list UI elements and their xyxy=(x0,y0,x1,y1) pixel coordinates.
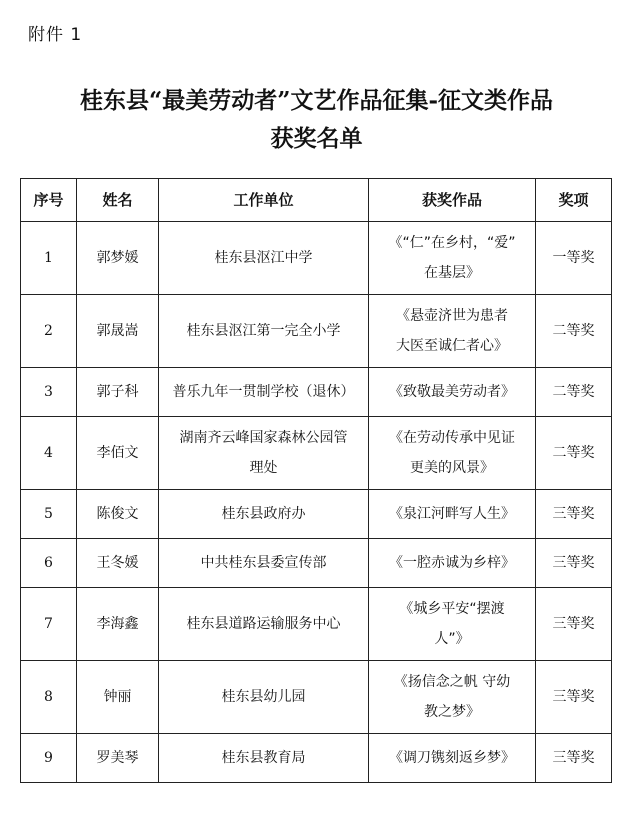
cell-award: 二等奖 xyxy=(536,417,612,490)
cell-work xyxy=(369,417,536,490)
cell-award: 一等奖 xyxy=(536,222,612,295)
cell-name: 李海鑫 xyxy=(77,588,159,661)
cell-award: 二等奖 xyxy=(536,368,612,417)
work-line-1: 《扬信念之帆 守幼 xyxy=(393,674,511,690)
cell-award: 三等奖 xyxy=(536,661,612,734)
cell-work xyxy=(369,588,536,661)
table-row xyxy=(21,222,612,295)
header-name: 姓名 xyxy=(77,179,159,222)
cell-work: 《调刀镌刻返乡梦》 xyxy=(369,734,536,783)
unit-line-1: 湖南齐云峰国家森林公园管 xyxy=(179,430,348,446)
cell-award: 三等奖 xyxy=(536,588,612,661)
cell-work: 《一腔赤诚为乡梓》 xyxy=(369,539,536,588)
work-line-2: 教之梦》 xyxy=(424,704,480,720)
work-line-1: 《悬壶济世为患者 xyxy=(396,308,508,324)
cell-award: 二等奖 xyxy=(536,295,612,368)
table-row xyxy=(21,417,612,490)
cell-work xyxy=(369,222,536,295)
table-row xyxy=(21,368,612,417)
header-unit: 工作单位 xyxy=(159,179,369,222)
award-table xyxy=(20,178,612,783)
header-no: 序号 xyxy=(21,179,77,222)
cell-no: 8 xyxy=(21,661,77,734)
cell-no: 1 xyxy=(21,222,77,295)
table-row xyxy=(21,734,612,783)
cell-no: 3 xyxy=(21,368,77,417)
cell-name: 李佰文 xyxy=(77,417,159,490)
cell-award: 三等奖 xyxy=(536,490,612,539)
cell-name: 王冬媛 xyxy=(77,539,159,588)
cell-unit: 桂东县沤江中学 xyxy=(159,222,369,295)
cell-unit: 普乐九年一贯制学校（退休） xyxy=(159,368,369,417)
cell-unit: 桂东县沤江第一完全小学 xyxy=(159,295,369,368)
cell-name: 钟丽 xyxy=(77,661,159,734)
cell-name: 郭晟嵩 xyxy=(77,295,159,368)
cell-name: 罗美琴 xyxy=(77,734,159,783)
table-row xyxy=(21,661,612,734)
cell-unit: 桂东县道路运输服务中心 xyxy=(159,588,369,661)
cell-no: 2 xyxy=(21,295,77,368)
cell-no: 4 xyxy=(21,417,77,490)
work-line-2: 在基层》 xyxy=(424,265,480,281)
table-row xyxy=(21,295,612,368)
cell-unit xyxy=(159,417,369,490)
cell-no: 5 xyxy=(21,490,77,539)
cell-work: 《致敬最美劳动者》 xyxy=(369,368,536,417)
title-line-2: 获奖名单 xyxy=(270,125,363,152)
cell-name: 陈俊文 xyxy=(77,490,159,539)
header-work: 获奖作品 xyxy=(369,179,536,222)
cell-work xyxy=(369,661,536,734)
work-line-2: 大医至诚仁者心》 xyxy=(396,338,508,354)
cell-unit: 桂东县幼儿园 xyxy=(159,661,369,734)
cell-award: 三等奖 xyxy=(536,539,612,588)
table-row xyxy=(21,490,612,539)
cell-work xyxy=(369,295,536,368)
work-line-1: 《城乡平安“摆渡 xyxy=(399,601,505,617)
cell-work: 《泉江河畔写人生》 xyxy=(369,490,536,539)
cell-name: 郭子科 xyxy=(77,368,159,417)
cell-name: 郭梦媛 xyxy=(77,222,159,295)
work-line-1: 《“仁”在乡村，“爱” xyxy=(388,235,516,251)
table-row xyxy=(21,539,612,588)
table-row xyxy=(21,588,612,661)
cell-no: 6 xyxy=(21,539,77,588)
cell-award: 三等奖 xyxy=(536,734,612,783)
cell-no: 7 xyxy=(21,588,77,661)
cell-no: 9 xyxy=(21,734,77,783)
unit-line-2: 理处 xyxy=(249,460,278,476)
cell-unit: 桂东县政府办 xyxy=(159,490,369,539)
cell-unit: 桂东县教育局 xyxy=(159,734,369,783)
work-line-2: 人”》 xyxy=(434,631,470,647)
table-header-row xyxy=(21,179,612,222)
header-award: 奖项 xyxy=(536,179,612,222)
work-line-2: 更美的风景》 xyxy=(410,460,494,476)
attachment-label: 附件 1 xyxy=(28,25,83,45)
title-line-1: 桂东县“最美劳动者”文艺作品征集-征文类作品 xyxy=(79,87,553,114)
work-line-1: 《在劳动传承中见证 xyxy=(389,430,515,446)
document-title xyxy=(0,82,633,158)
cell-unit: 中共桂东县委宣传部 xyxy=(159,539,369,588)
